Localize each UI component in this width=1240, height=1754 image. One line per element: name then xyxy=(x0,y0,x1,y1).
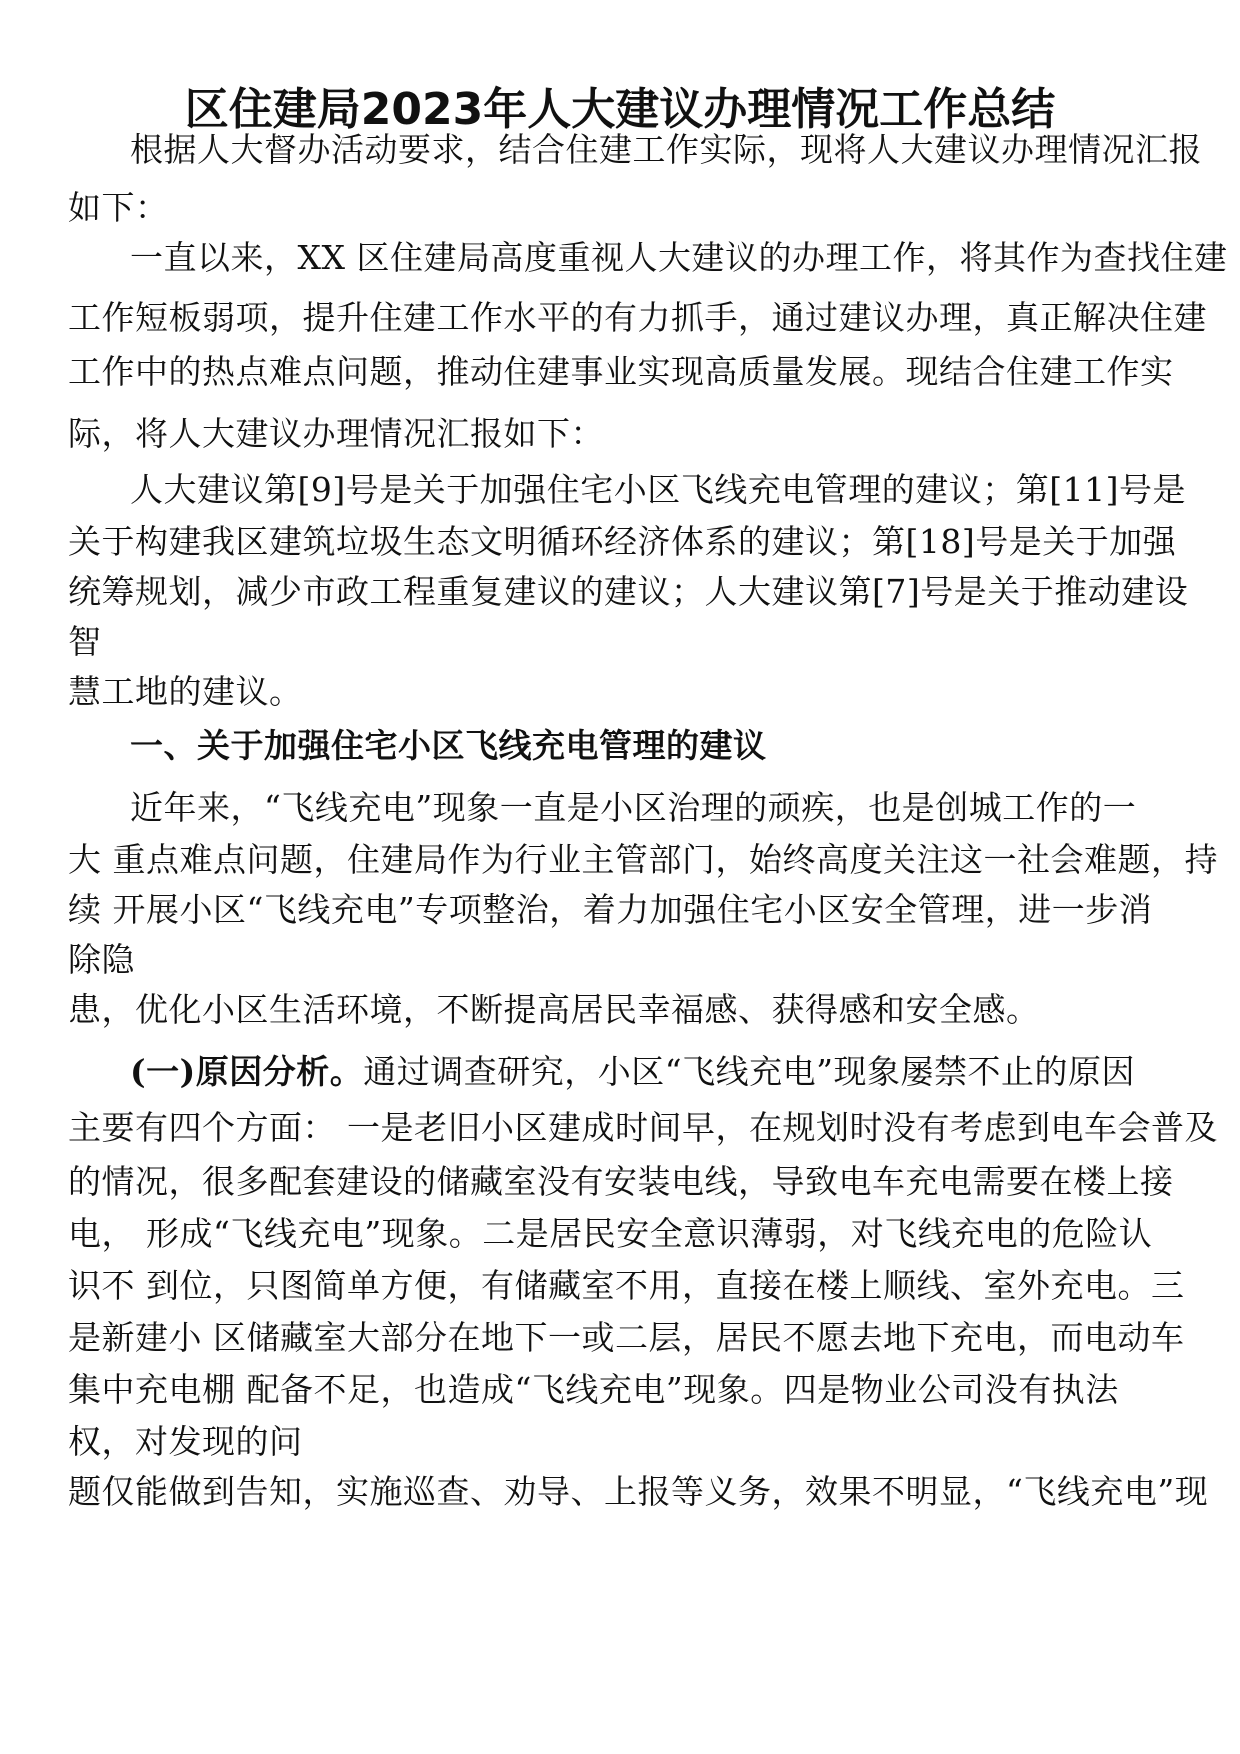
paragraph-line xyxy=(130,1052,1135,1092)
paragraph-line: 一直以来，XX 区住建局高度重视人大建议的办理工作，将其作为查找住建 xyxy=(130,238,1228,277)
paragraph-line: 集中充电棚 配备不足，也造成“飞线充电”现象。四是物业公司没有执法 xyxy=(68,1370,1119,1409)
paragraph-line: 人大建议第[9]号是关于加强住宅小区飞线充电管理的建议；第[11]号是 xyxy=(130,470,1186,509)
paragraph-line: 统筹规划，减少市政工程重复建议的建议；人大建议第[7]号是关于推动建设 xyxy=(68,572,1189,611)
paragraph-line: 是新建小 区储藏室大部分在地下一或二层，居民不愿去地下充电，而电动车 xyxy=(68,1318,1185,1357)
paragraph-line: 关于构建我区建筑垃圾生态文明循环经济体系的建议；第[18]号是关于加强 xyxy=(68,522,1177,561)
paragraph-line: 工作短板弱项，提升住建工作水平的有力抓手，通过建议办理，真正解决住建 xyxy=(68,298,1207,337)
paragraph-line: 工作中的热点难点问题，推动住建事业实现高质量发展。现结合住建工作实 xyxy=(68,352,1174,391)
paragraph-line: 续 开展小区“飞线充电”专项整治，着力加强住宅小区安全管理，进一步消 xyxy=(68,890,1153,929)
paragraph-line: 电， 形成“飞线充电”现象。二是居民安全意识薄弱，对飞线充电的危险认 xyxy=(68,1214,1153,1253)
section-heading: 一、关于加强住宅小区飞线充电管理的建议 xyxy=(130,726,767,765)
paragraph-line: 权，对发现的问 xyxy=(68,1422,303,1461)
paragraph-line: 根据人大督办活动要求，结合住建工作实际，现将人大建议办理情况汇报 xyxy=(130,130,1202,169)
subsection-lead: (一)原因分析。 xyxy=(130,1052,364,1091)
document-title: 区住建局2023年人大建议办理情况工作总结 xyxy=(184,84,1056,135)
paragraph-text: 通过调查研究，小区“飞线充电”现象屡禁不止的原因 xyxy=(363,1052,1135,1091)
paragraph-line: 近年来，“飞线充电”现象一直是小区治理的顽疾，也是创城工作的一 xyxy=(130,788,1137,827)
paragraph-line: 识不 到位，只图简单方便，有储藏室不用，直接在楼上顺线、室外充电。三 xyxy=(68,1266,1185,1305)
paragraph-line: 除隐 xyxy=(68,940,135,979)
paragraph-line: 际，将人大建议办理情况汇报如下： xyxy=(68,414,604,453)
paragraph-line: 智 xyxy=(68,622,102,661)
paragraph-line: 题仅能做到告知，实施巡查、劝导、上报等义务，效果不明显，“飞线充电”现 xyxy=(68,1472,1209,1511)
paragraph-line: 如下： xyxy=(68,188,169,227)
paragraph-line: 的情况，很多配套建设的储藏室没有安装电线，导致电车充电需要在楼上接 xyxy=(68,1162,1174,1201)
paragraph-line: 主要有四个方面： 一是老旧小区建成时间早，在规划时没有考虑到电车会普及 xyxy=(68,1108,1218,1147)
paragraph-line: 大 重点难点问题，住建局作为行业主管部门，始终高度关注这一社会难题，持 xyxy=(68,840,1218,879)
paragraph-line: 患，优化小区生活环境，不断提高居民幸福感、获得感和安全感。 xyxy=(68,990,1040,1029)
paragraph-line: 慧工地的建议。 xyxy=(68,672,303,711)
